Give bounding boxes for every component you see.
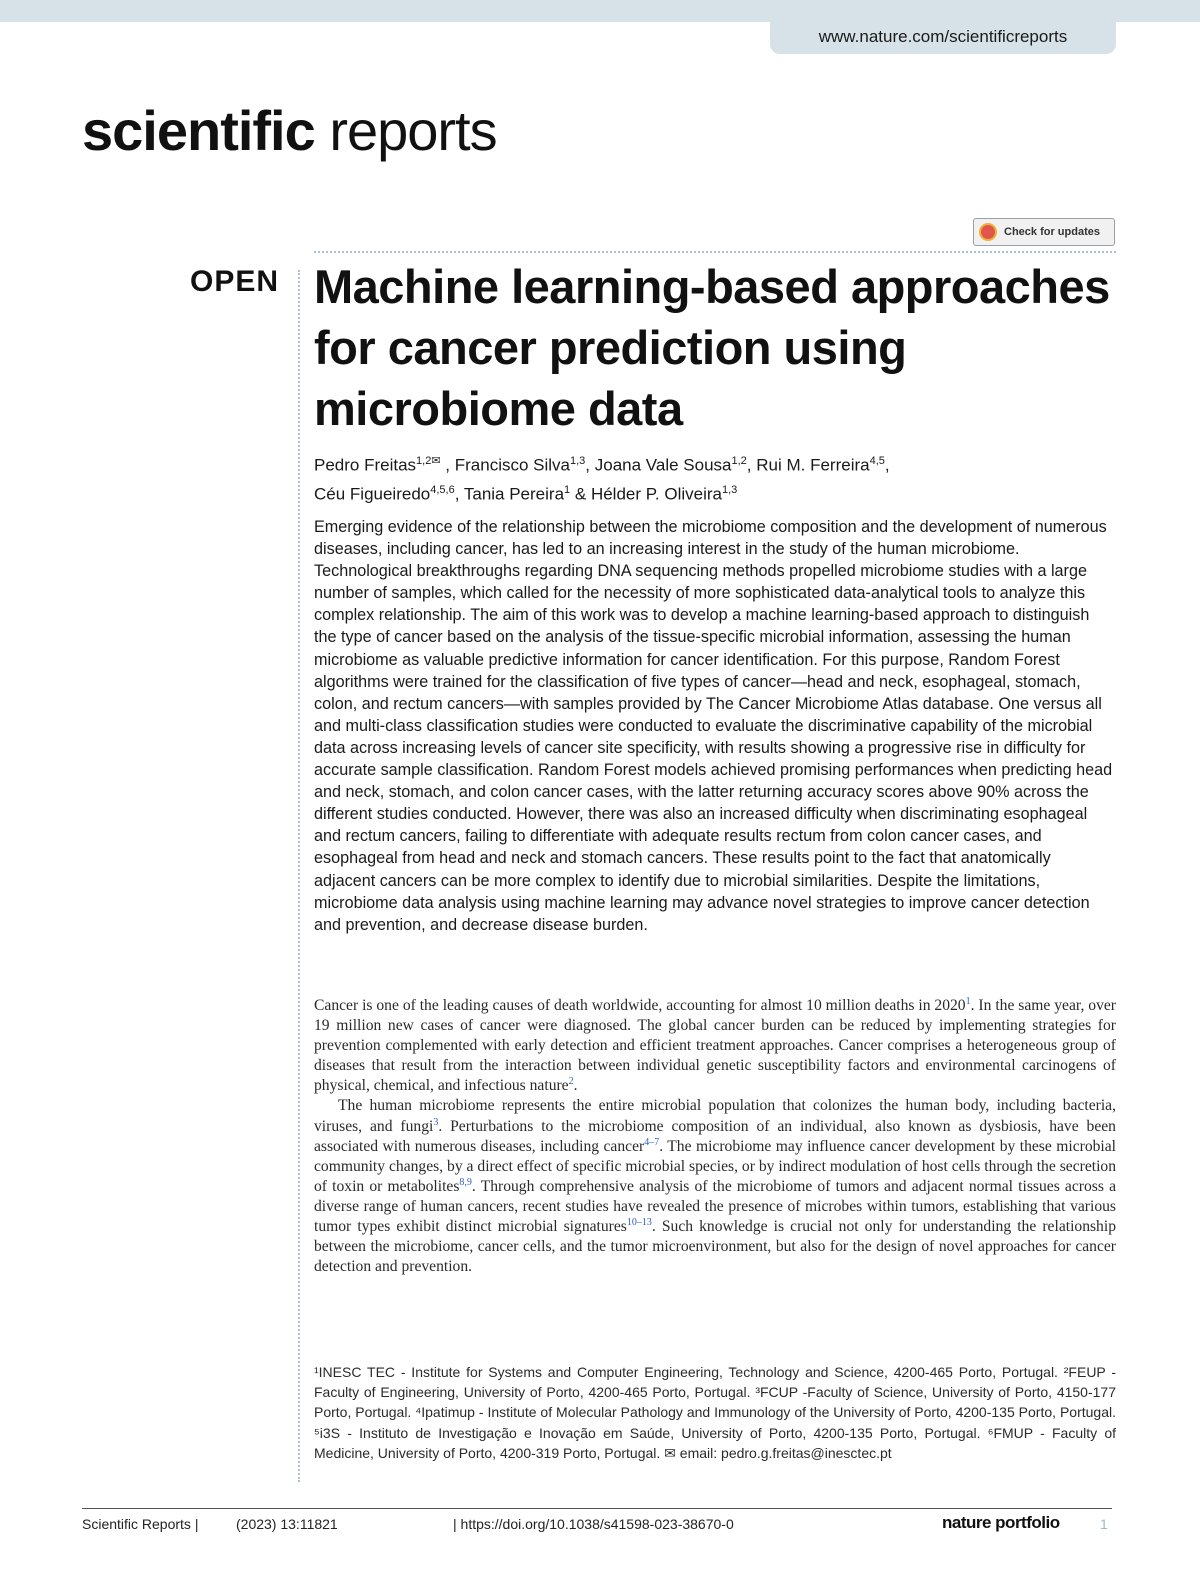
journal-url[interactable]: www.nature.com/scientificreports [770,20,1116,54]
text-run: . [573,1077,578,1095]
body-paragraph [314,996,1116,1096]
author-name[interactable]: Joana Vale Sousa [594,455,732,475]
text-run: The human microbiome represents the entire microbial population that colonizes the human body, including bacteria, viruses, and fungi [314,1097,1116,1135]
citation-link[interactable]: 8,9 [459,1176,472,1188]
citation-link[interactable]: 10–13 [626,1216,652,1228]
text-run: . Through comprehensive analysis of the microbiome of tumors and adjacent normal tissues across a diverse range of human cancers, recent studies have revealed the presence of microbes within tumors, establishing that various tumor types exhibit distinct microbial signatures [314,1177,1116,1236]
footer-doi-link[interactable]: | https://doi.org/10.1038/s41598-023-38670-0 [453,1516,734,1532]
header-divider [314,251,1116,253]
open-access-label: OPEN [190,265,280,298]
author-affil: 4,5 [869,455,885,467]
text-run: Cancer is one of the leading causes of death worldwide, accounting for almost 10 million deaths in 2020 [314,997,966,1014]
author-sep: , [884,455,890,475]
body-text [314,996,1116,1277]
citation-link[interactable]: 4–7 [644,1136,660,1148]
footer-divider [82,1508,1112,1509]
author-name[interactable]: Pedro Freitas [314,455,417,475]
abstract: Emerging evidence of the relationship between the microbiome composition and the development of numerous diseases, including cancer, has led to an increasing interest in the study of the human microbiome. Technological breakthroughs regarding DNA sequencing methods propelled microbiome studies with a large number of samples, which called for the necessity of more sophisticated data-analytical tools to analyze this complex relationship. The aim of this work was to develop a machine learning-based approach to distinguish the type of cancer based on the analysis of the tissue-specific microbial information, assessing the human microbiome as valuable predictive information for cancer identification. For this purpose, Random Forest algorithms were trained for the classification of five types of cancer—head and neck, esophageal, stomach, colon, and rectum cancers—with samples provided by The Cancer Microbiome Atlas database. One versus all and multi-class classification studies were conducted to evaluate the discriminative capability of the microbial data across increasing levels of cancer site specificity, with results showing a progressive rise in difficulty for accurate sample classification. Random Forest models achieved promising performances when predicting head and neck, stomach, and colon cancer cases, with the latter returning accuracy scores above 90% across the different studies conducted. However, there was also an increased difficulty when discriminating esophageal and rectum cancers, failing to differentiate with adequate results rectum from colon cancer cases, and esophageal from head and neck and stomach cancers. These results point to the fact that anatomically adjacent cancers can be more complex to identify due to microbial similarities. Despite the limitations, microbiome data analysis using machine learning may advance novel strategies to improve cancer detection and prevention, and decrease disease burden. [314,518,1113,934]
check-updates-label: Check for updates [1004,226,1100,238]
author-sep: , [454,484,464,504]
author-name[interactable]: Tania Pereira [463,484,565,504]
author-sep: , [440,455,455,475]
author-affil: 1 [564,483,571,496]
affiliations: ¹INESC TEC - Institute for Systems and Computer Engineering, Technology and Science, 4200-465 Porto, Portugal. ²FEUP - Faculty of Engineering, University of Porto, 4200-465 Porto, Portugal. ³FCUP -Faculty of Science, University of Porto, 4150-177 Porto, Portugal. ⁴Ipatimup - Institute of Molecular Pathology and Immunology of the University of Porto, 4200-135 Porto, Portugal. ⁵i3S - Instituto de Investigação e Inovação em Saúde, University of Porto, 4200-135 Porto, Portugal. ⁶FMUP - Faculty of Medicine, University of Porto, 4200-319 Porto, Portugal. ✉ email: pedro.g.freitas@inesctec.pt [314,1364,1116,1461]
text-run: . Such knowledge is crucial not only for understanding the relationship between the microbiome, cancer cells, and the tumor microenvironment, but also for the design of novel approaches for cancer detection and prevention. [314,1218,1116,1276]
masthead-rest: reports [314,99,497,162]
top-bar [0,0,1200,22]
citation-link[interactable]: 3 [433,1116,439,1128]
author-sep: , [746,455,757,475]
author-sep: , [585,455,595,475]
author-name[interactable]: Rui M. Ferreira [756,455,870,475]
author-name[interactable]: Céu Figueiredo [314,484,431,504]
footer-volume: (2023) 13:11821 [236,1516,338,1532]
citation-link[interactable]: 2 [568,1076,574,1088]
footer-journal: Scientific Reports | [82,1516,199,1532]
author-affil: 1,2 [731,455,747,467]
author-affil: 1,3 [721,483,738,496]
journal-masthead [82,96,497,166]
margin-divider [298,270,300,1482]
author-name[interactable]: Francisco Silva [454,455,570,475]
author-list [314,449,1116,506]
author-sep: & [570,484,591,504]
text-run: . Perturbations to the microbiome composition of an individual, also known as dysbiosis, have been associated with numerous diseases, including cancer [314,1117,1116,1155]
masthead-bold: scientific [82,99,315,162]
author-affil: 4,5,6 [430,483,455,496]
author-name[interactable]: Hélder P. Oliveira [590,484,722,504]
body-paragraph [314,1096,1116,1277]
text-run: . In the same year, over 19 million new cases of cancer were diagnosed. The global cancer burden can be reduced by implementing strategies for prevention complemented with early detection and efficient treatment approaches. Cancer comprises a heterogeneous group of diseases that result from the interaction between individual genetic susceptibility factors and environmental carcinogens of physical, chemical, and infectious nature [314,997,1116,1095]
text-run: . The microbiome may influence cancer development by these microbial community changes, by a direct effect of specific microbial species, or by indirect modulation of host cells through the secretion of toxin or metabolites [314,1137,1117,1195]
page-number: 1 [1100,1516,1108,1532]
author-affil: 1,2✉ [416,455,441,467]
crossmark-icon [979,223,997,241]
check-updates-button[interactable] [973,218,1115,246]
citation-link[interactable]: 1 [965,995,971,1007]
article-title: Machine learning-based approaches for cancer prediction using microbiome data [314,260,1110,435]
author-affil: 1,3 [570,455,586,467]
nature-portfolio-logo: nature portfolio [942,1513,1060,1532]
